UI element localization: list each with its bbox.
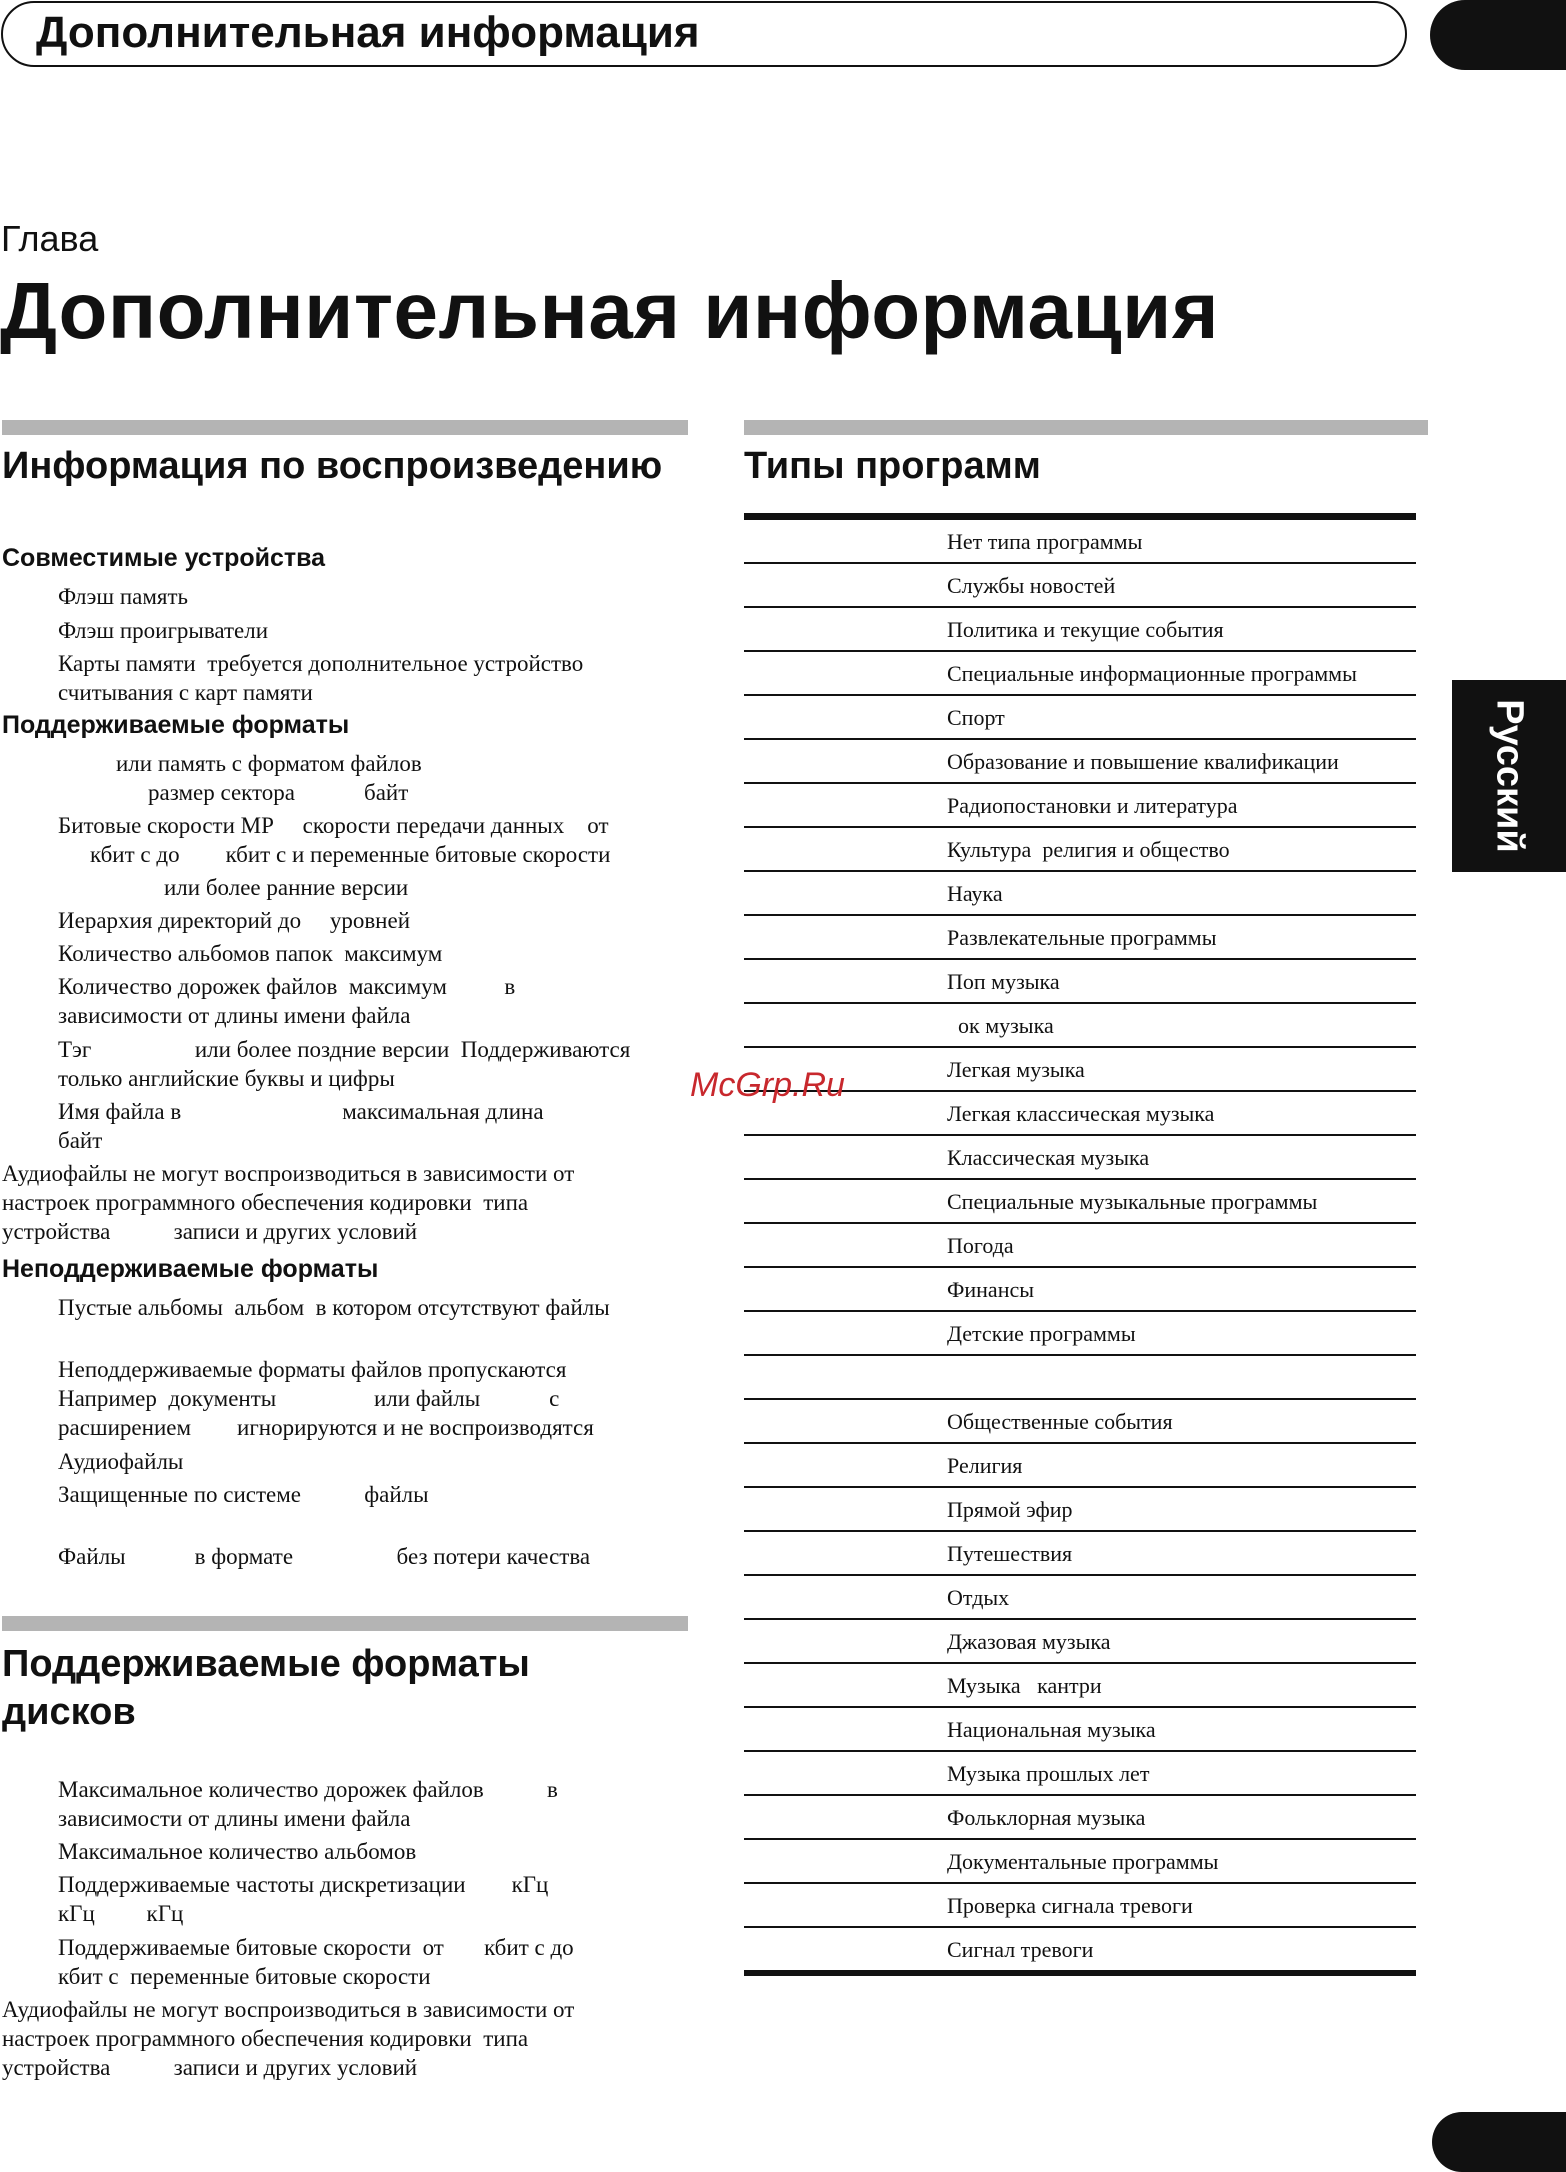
table-row [744, 1928, 1416, 1972]
program-type-label: ок музыка [947, 1013, 1054, 1038]
program-type-label: Фольклорная музыка [947, 1805, 1146, 1830]
unsupported-line: Пустые альбомы альбом в котором отсутствуют файлы [58, 1295, 610, 1320]
program-type-label: Спорт [947, 705, 1005, 730]
program-types-title: Типы программ [744, 445, 1041, 487]
table-row [744, 1840, 1416, 1884]
supported-line: Тэг или более поздние версии Поддерживаются [58, 1037, 631, 1062]
table-row [744, 960, 1416, 1004]
supported-line: байт [58, 1128, 103, 1153]
supported-line: Количество дорожек файлов максимум в [58, 974, 516, 999]
compatible-devices-title: Совместимые устройства [2, 544, 326, 572]
program-type-label: Музыка прошлых лет [947, 1761, 1150, 1786]
program-type-label: Легкая музыка [947, 1057, 1085, 1082]
table-row [744, 1796, 1416, 1840]
table-row [744, 1884, 1416, 1928]
unsupported-line: расширением игнорируются и не воспроизводятся [58, 1415, 594, 1440]
program-type-label: Путешествия [947, 1541, 1073, 1566]
program-type-label: Религия [947, 1453, 1023, 1478]
program-type-label: Национальная музыка [947, 1717, 1156, 1742]
supported-line: Количество альбомов папок максимум [58, 941, 443, 966]
disc-note-line: настроек программного обеспечения кодировки типа [2, 2026, 529, 2051]
program-type-label: Культура религия и общество [947, 837, 1230, 862]
table-row [744, 1752, 1416, 1796]
supported-line: или память с форматом файлов [116, 751, 422, 776]
table-row [744, 1180, 1416, 1224]
table-row [744, 1488, 1416, 1532]
playback-section-title: Информация по воспроизведению [2, 445, 663, 487]
supported-formats-title: Поддерживаемые форматы [2, 711, 350, 739]
unsupported-line: Файлы в формате без потери качества [58, 1544, 591, 1569]
compatible-line: Флэш проигрыватели [58, 618, 269, 643]
disc-line: Поддерживаемые частоты дискретизации кГц [58, 1872, 549, 1897]
disc-line: Максимальное количество дорожек файлов в [58, 1777, 558, 1802]
header-title: Дополнительная информация [36, 8, 700, 57]
language-tab-label: Русский [1488, 699, 1531, 853]
program-type-label: Общественные события [947, 1409, 1173, 1434]
supported-line: кбит с до кбит с и переменные битовые скорости [90, 842, 611, 867]
table-row [744, 1004, 1416, 1048]
table-row [744, 1312, 1416, 1356]
program-type-label: Поп музыка [947, 969, 1060, 994]
program-type-label: Музыка кантри [947, 1673, 1102, 1698]
program-type-label: Погода [947, 1233, 1014, 1258]
program-type-label: Классическая музыка [947, 1145, 1150, 1170]
table-row [744, 916, 1416, 960]
program-type-label: Радиопостановки и литература [947, 793, 1238, 818]
supported-line: или более ранние версии [164, 875, 409, 900]
program-type-label: Специальные информационные программы [947, 661, 1357, 686]
program-type-label: Наука [947, 881, 1003, 906]
table-row [744, 828, 1416, 872]
compatible-line: Флэш память [58, 584, 189, 609]
program-type-label: Нет типа программы [947, 529, 1143, 554]
program-type-label: Детские программы [947, 1321, 1136, 1346]
program-type-label: Сигнал тревоги [947, 1937, 1094, 1962]
table-row [744, 1136, 1416, 1180]
header-chapter-tab [1430, 0, 1566, 70]
program-type-label: Документальные программы [947, 1849, 1219, 1874]
table-row [744, 1224, 1416, 1268]
table-row [744, 1268, 1416, 1312]
table-row [744, 1532, 1416, 1576]
unsupported-formats-title: Неподдерживаемые форматы [2, 1255, 379, 1283]
unsupported-line: Например документы или файлы с [58, 1386, 560, 1411]
page-number-tab [1432, 2112, 1566, 2172]
table-row [744, 872, 1416, 916]
table-row [744, 652, 1416, 696]
program-type-label: Отдых [947, 1585, 1010, 1610]
table-row [744, 608, 1416, 652]
program-type-label: Проверка сигнала тревоги [947, 1893, 1193, 1918]
unsupported-line: Неподдерживаемые форматы файлов пропускаются [58, 1357, 567, 1382]
disc-note-line: устройства записи и других условий [2, 2055, 418, 2080]
supported-line: Иерархия директорий до уровней [58, 908, 411, 933]
program-type-label: Политика и текущие события [947, 617, 1224, 642]
disc-note-line: Аудиофайлы не могут воспроизводиться в зависимости от [2, 1997, 575, 2022]
program-type-label: Специальные музыкальные программы [947, 1189, 1318, 1214]
section-divider [2, 420, 688, 435]
program-type-label: Развлекательные программы [947, 925, 1217, 950]
program-type-label: Прямой эфир [947, 1497, 1073, 1522]
table-row [744, 740, 1416, 784]
program-type-label: Джазовая музыка [947, 1629, 1111, 1654]
table-row [744, 1356, 1416, 1400]
supported-note-line: настроек программного обеспечения кодировки типа [2, 1190, 529, 1215]
supported-note-line: Аудиофайлы не могут воспроизводиться в зависимости от [2, 1161, 575, 1186]
section-divider [2, 1616, 688, 1631]
program-type-label: Легкая классическая музыка [947, 1101, 1215, 1126]
compatible-line: считывания с карт памяти [58, 680, 313, 705]
table-row [744, 1664, 1416, 1708]
disc-formats-title-line2: дисков [2, 1691, 136, 1733]
supported-line: размер сектора байт [148, 780, 409, 805]
table-row [744, 520, 1416, 564]
supported-line: Битовые скорости МР скорости передачи данных от [58, 813, 609, 838]
disc-line: кГц кГц [58, 1901, 184, 1926]
supported-line: Имя файла в максимальная длина [58, 1099, 544, 1124]
table-row [744, 564, 1416, 608]
table-top-rule [744, 513, 1416, 520]
program-type-label: Финансы [947, 1277, 1035, 1302]
disc-line: Максимальное количество альбомов [58, 1839, 417, 1864]
disc-line: Поддерживаемые битовые скорости от кбит с до [58, 1935, 574, 1960]
supported-line: зависимости от длины имени файла [58, 1003, 411, 1028]
disc-formats-title-line1: Поддерживаемые форматы [2, 1643, 530, 1685]
supported-line: только английские буквы и цифры [58, 1066, 395, 1091]
table-row [744, 1708, 1416, 1752]
program-type-label: Службы новостей [947, 573, 1116, 598]
chapter-title: Дополнительная информация [0, 266, 1220, 355]
language-tab [1452, 680, 1566, 872]
chapter-label: Глава [1, 218, 99, 259]
table-row [744, 1400, 1416, 1444]
unsupported-line: Защищенные по системе файлы [58, 1482, 429, 1507]
program-types-table [744, 513, 1416, 1976]
table-row [744, 1620, 1416, 1664]
watermark-text: McGrp.Ru [690, 1066, 845, 1104]
table-row [744, 784, 1416, 828]
table-row [744, 1444, 1416, 1488]
supported-note-line: устройства записи и других условий [2, 1219, 418, 1244]
table-row [744, 1576, 1416, 1620]
table-row [744, 696, 1416, 740]
disc-line: кбит с переменные битовые скорости [58, 1964, 431, 1989]
unsupported-line: Аудиофайлы [58, 1449, 184, 1474]
compatible-line: Карты памяти требуется дополнительное устройство [58, 651, 584, 676]
disc-line: зависимости от длины имени файла [58, 1806, 411, 1831]
section-divider [744, 420, 1428, 435]
program-type-label: Образование и повышение квалификации [947, 749, 1339, 774]
